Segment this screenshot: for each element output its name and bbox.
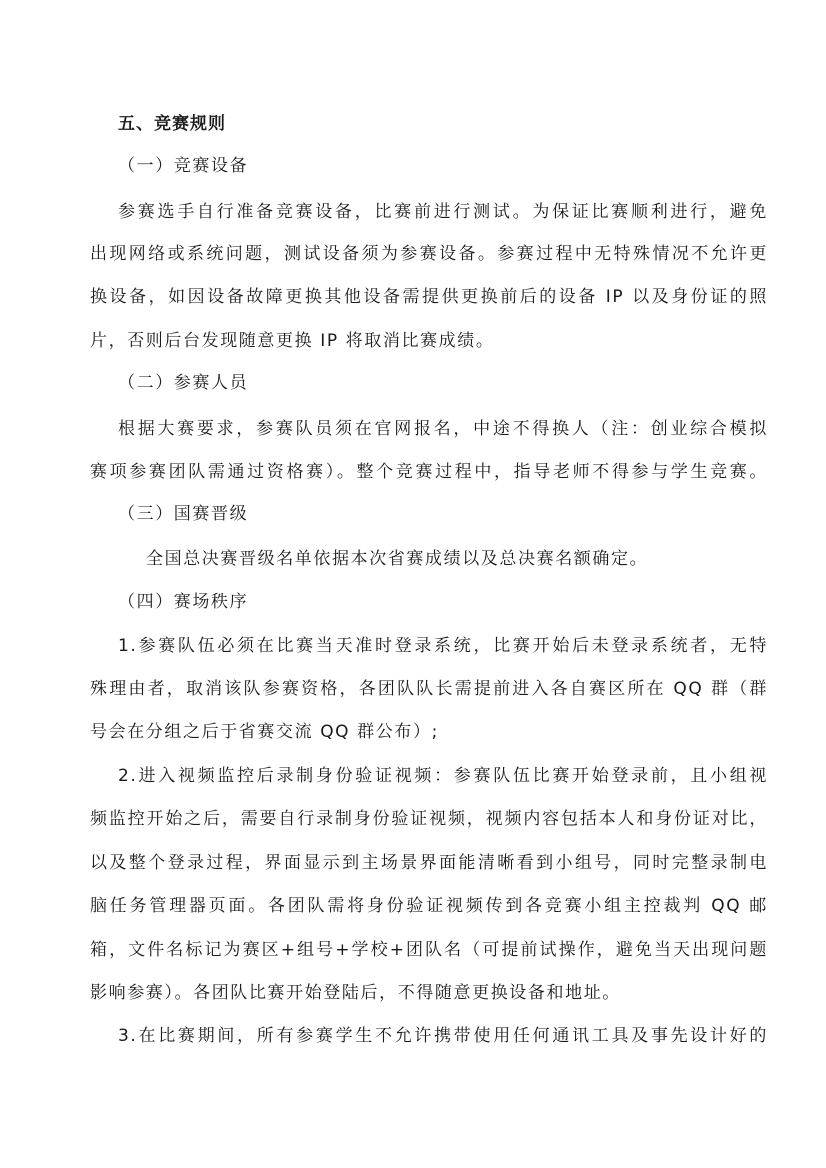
paragraph-line: 1.参赛队伍必须在比赛当天准时登录系统，比赛开始后未登录系统者，无特: [118, 636, 768, 656]
paragraph-line: 全国总决赛晋级名单依据本次省赛成绩以及总决赛名额确定。: [146, 549, 649, 569]
paragraph-line: 以及整个登录过程，界面显示到主场景界面能清晰看到小组号，同时完整录制电: [90, 853, 768, 873]
paragraph-line: 影响参赛）。各团队比赛开始登陆后，不得随意更换设备和地址。: [90, 983, 621, 1003]
paragraph-line: 殊理由者，取消该队参赛资格，各团队队长需提前进入各自赛区所在 QQ 群（群: [90, 679, 768, 699]
paragraph-line: 根据大赛要求，参赛队员须在官网报名，中途不得换人（注：创业综合模拟: [118, 419, 768, 439]
subsection-title-national: （三）国赛晋级: [118, 504, 249, 524]
paragraph-line: 出现网络或系统问题，测试设备须为参赛设备。参赛过程中无特殊情况不允许更: [90, 244, 768, 264]
subsection-title-equipment: （一）竞赛设备: [118, 156, 249, 176]
paragraph-line: 2.进入视频监控后录制身份验证视频：参赛队伍比赛开始登录前，且小组视: [118, 766, 768, 786]
paragraph-line: 参赛选手自行准备竞赛设备，比赛前进行测试。为保证比赛顺利进行，避免: [118, 202, 768, 222]
paragraph-line: 频监控开始之后，需要自行录制身份验证视频，视频内容包括本人和身份证对比，: [90, 809, 768, 829]
section-title: 五、竞赛规则: [118, 114, 226, 134]
paragraph-line: 换设备，如因设备故障更换其他设备需提供更换前后的设备 IP 以及身份证的照: [90, 287, 768, 307]
paragraph-line: 号会在分组之后于省赛交流 QQ 群公布）;: [90, 722, 439, 742]
paragraph-line: 3.在比赛期间，所有参赛学生不允许携带使用任何通讯工具及事先设计好的: [118, 1026, 768, 1046]
paragraph-line: 脑任务管理器页面。各团队需将身份验证视频传到各竞赛小组主控裁判 QQ 邮: [90, 896, 768, 916]
paragraph-line: 片，否则后台发现随意更换 IP 将取消比赛成绩。: [90, 331, 495, 351]
paragraph-line: 箱，文件名标记为赛区+组号+学校+团队名（可提前试操作，避免当天出现问题: [90, 940, 768, 960]
paragraph-line: 赛项参赛团队需通过资格赛）。整个竞赛过程中，指导老师不得参与学生竞赛。: [90, 462, 768, 482]
subsection-title-order: （四）赛场秩序: [118, 592, 249, 612]
subsection-title-participants: （二）参赛人员: [118, 373, 249, 393]
